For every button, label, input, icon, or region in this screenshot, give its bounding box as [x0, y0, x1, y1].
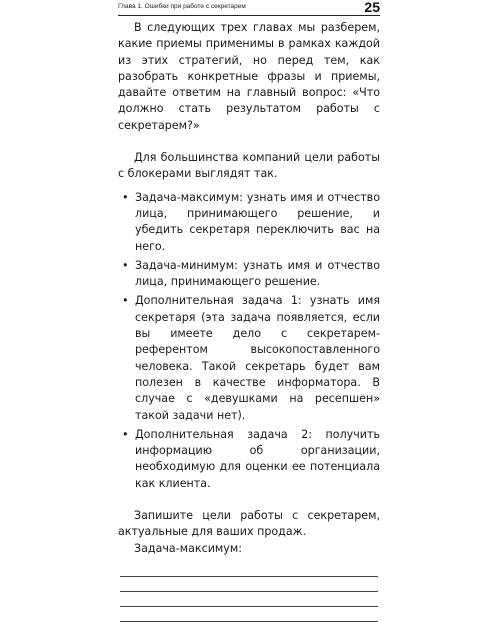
- goal-text-extra-1: Дополнительная задача 1: узнать имя секретаря (эта задача появляется, если вы имеете дело с секретарем-референтом высокопоставленного человека. Такой секретарь будет вам полезен в качестве информатора. В случае с «девушками на ресепшен» такой задачи нет).: [135, 294, 380, 422]
- intro-paragraph: В следующих трех главах мы разберем, какие приемы применимы в рамках каждой из этих стратегий, но перед тем, как разобрать конкретные фразы и приемы, давайте ответим на главный вопрос: «Что должно стать результатом работы с секретарем?»: [118, 21, 380, 132]
- writing-line[interactable]: [120, 562, 378, 577]
- exercise-label: Задача-максимум:: [134, 541, 242, 555]
- goals-list: [118, 190, 380, 492]
- list-item: [118, 293, 380, 423]
- running-header: [118, 2, 380, 16]
- goal-text-min: Задача-минимум: узнать имя и отчество лица, принимающего решение.: [135, 258, 380, 289]
- page-body: [118, 20, 380, 622]
- bullet-icon: •: [122, 427, 129, 441]
- bullet-icon: •: [122, 190, 129, 204]
- exercise-prompt: Запишите цели работы с секретарем, актуальные для ваших продаж.: [118, 509, 380, 539]
- writing-line[interactable]: [120, 592, 378, 607]
- goal-text-extra-2: Дополнительная задача 2: получить информацию об организации, необходимую для оценки ее потенциала как клиента.: [135, 427, 380, 490]
- list-item: [118, 258, 380, 291]
- page-number: 25: [364, 0, 380, 15]
- list-item: [118, 190, 380, 255]
- bullet-icon: •: [122, 258, 129, 272]
- writing-line[interactable]: [120, 577, 378, 592]
- list-item: [118, 427, 380, 492]
- goal-text-max: Задача-максимум: узнать имя и отчество лица, принимающего решение, и убедить секретаря переключить вас на него.: [135, 190, 380, 253]
- goals-lead-paragraph: Для большинства компаний цели работы с блокерами выглядят так.: [118, 151, 380, 181]
- running-title: Глава 1. Ошибки при работе с секретарем: [118, 3, 246, 10]
- writing-line[interactable]: [120, 607, 378, 622]
- writing-lines: [118, 562, 380, 622]
- bullet-icon: •: [122, 294, 129, 308]
